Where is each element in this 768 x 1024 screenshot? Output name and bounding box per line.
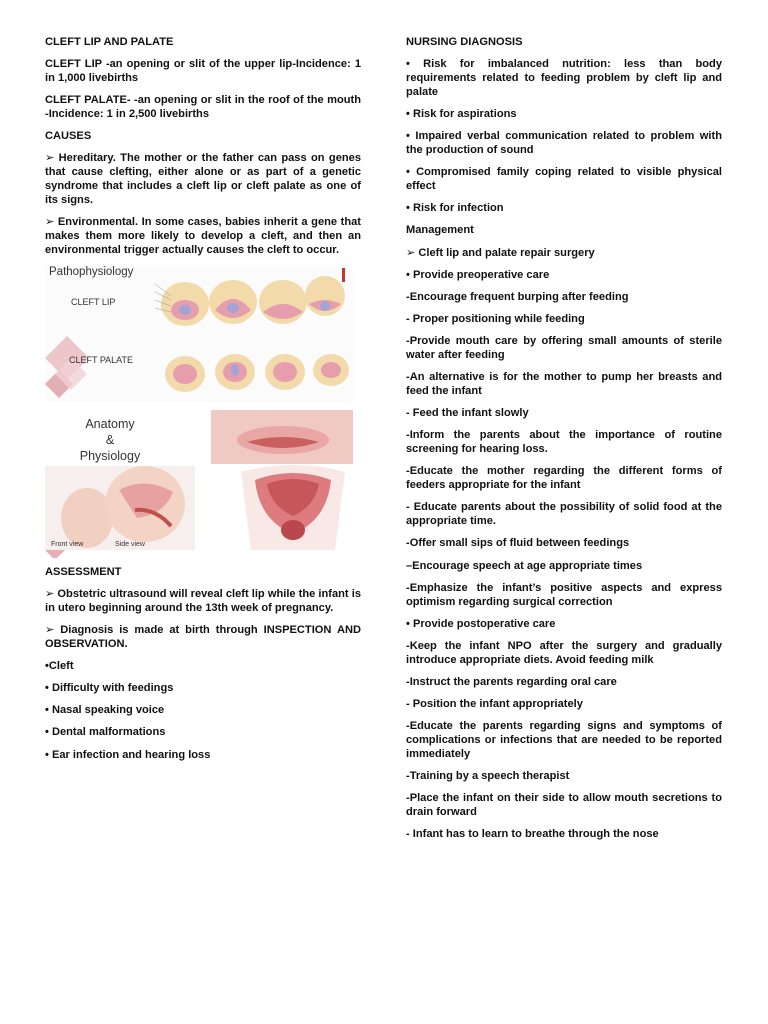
anatomy-figure [45, 410, 353, 558]
pathophysiology-figure [45, 266, 353, 402]
surgery-item: ➢ Cleft lip and palate repair surgery [406, 246, 595, 259]
nursing-diagnosis-item: • Risk for imbalanced nutrition: less than body requirements related to feeding problem by cleft lip and palate [406, 58, 722, 98]
nursing-diagnosis-item: • Impaired verbal communication related to problem with the production of sound [406, 130, 722, 156]
management-heading: Management [406, 224, 474, 237]
postop-item: - Infant has to learn to breathe through the nose [406, 828, 659, 841]
nursing-diagnosis-item: • Compromised family coping related to visible physical effect [406, 166, 722, 192]
assessment-diagnosis: ➢ Diagnosis is made at birth through INSPECTION AND OBSERVATION. [45, 623, 361, 650]
side-view-label: Side view [115, 540, 145, 548]
postop-item: -Educate the parents regarding signs and symptoms of complications or infections that are needed to be reported immediately [406, 720, 722, 760]
preop-item: -Emphasize the infant’s positive aspects and express optimism regarding surgical correction [406, 581, 722, 608]
cleft-palate-label: CLEFT PALATE [69, 354, 134, 365]
postop-item: -Keep the infant NPO after the surgery and gradually introduce appropriate diets. Avoid feeding milk [406, 639, 722, 666]
sign-item: • Ear infection and hearing loss [45, 748, 211, 761]
assessment-heading: ASSESSMENT [45, 565, 122, 578]
cleft-lip-label: CLEFT LIP [71, 296, 116, 307]
preop-item: -Educate the mother regarding the different forms of feeders appropriate for the infant [406, 465, 722, 492]
accent-bar [342, 268, 345, 282]
pathophysiology-title: Pathophysiology [49, 265, 134, 278]
definition-cleft-palate: CLEFT PALATE- -an opening or slit in the roof of the mouth -Incidence: 1 in 2,500 livebirths [45, 94, 361, 120]
nursing-diagnosis-heading: NURSING DIAGNOSIS [406, 36, 523, 48]
sign-item: • Difficulty with feedings [45, 682, 174, 695]
document-title: CLEFT LIP AND PALATE [45, 36, 174, 48]
preop-item: - Educate parents about the possibility of solid food at the appropriate time. [406, 501, 722, 528]
pathophysiology-illustration [45, 266, 353, 402]
sign-item: • Nasal speaking voice [45, 704, 165, 717]
sign-item: •Cleft [45, 659, 74, 672]
preop-item: –Encourage speech at age appropriate times [406, 559, 643, 572]
postoperative-heading: • Provide postoperative care [406, 617, 556, 630]
preop-item: -An alternative is for the mother to pump her breasts and feed the infant [406, 371, 722, 398]
preop-item: - Proper positioning while feeding [406, 313, 585, 326]
causes-heading: CAUSES [45, 130, 92, 143]
nursing-diagnosis-item: • Risk for aspirations [406, 107, 517, 120]
postop-item: - Position the infant appropriately [406, 698, 583, 711]
postop-item: -Instruct the parents regarding oral care [406, 675, 617, 688]
postop-item: -Place the infant on their side to allow mouth secretions to drain forward [406, 792, 722, 819]
preoperative-heading: • Provide preoperative care [406, 268, 550, 281]
cause-hereditary: ➢ Hereditary. The mother or the father can pass on genes that cause clefting, either alone or as part of a genetic syndrome that includes a cleft lip or cleft palate as one of its signs. [45, 152, 361, 206]
anatomy-title-line3: Physiology [79, 448, 141, 463]
left-column [45, 36, 361, 771]
front-view-label: Front view [51, 540, 84, 548]
definition-cleft-lip: CLEFT LIP -an opening or slit of the upper lip-Incidence: 1 in 1,000 livebirths [45, 58, 361, 84]
anatomy-title-line1: Anatomy [85, 416, 135, 431]
sign-item: • Dental malformations [45, 726, 166, 739]
anatomy-title-line2: & [105, 432, 115, 447]
preop-item: -Provide mouth care by offering small amounts of sterile water after feeding [406, 335, 722, 362]
preop-item: -Offer small sips of fluid between feedings [406, 537, 630, 550]
nursing-diagnosis-item: • Risk for infection [406, 202, 504, 215]
preop-item: - Feed the infant slowly [406, 407, 529, 420]
cause-environmental: ➢ Environmental. In some cases, babies inherit a gene that makes them more likely to develop a cleft, and then an environmental trigger actually causes the cleft to occur. [45, 215, 361, 256]
anatomy-title [75, 416, 145, 464]
preop-item: -Encourage frequent burping after feeding [406, 290, 629, 303]
preop-item: -Inform the parents about the importance of routine screening for hearing loss. [406, 429, 722, 456]
assessment-ultrasound: ➢ Obstetric ultrasound will reveal cleft lip while the infant is in utero beginning around the 13th week of pregnancy. [45, 587, 361, 614]
postop-item: -Training by a speech therapist [406, 770, 570, 783]
right-column [406, 36, 722, 850]
